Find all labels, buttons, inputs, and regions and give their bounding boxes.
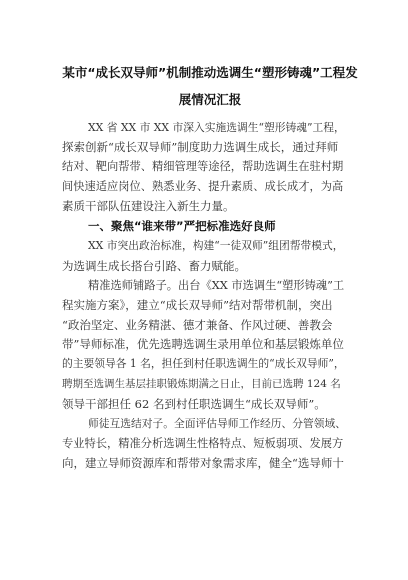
section-1-p2-line-1: 精准选师铺路子。出台《XX 市选调生“塑形铸魂”工 [88, 279, 345, 292]
section-1-p2-line-7: 领导干部担任 62 名到村任职选调生“成长双导师”。 [62, 397, 326, 411]
intro-line-1: XX 省 XX 市 XX 市深入实施选调生“塑形铸魂”工程， [88, 121, 345, 134]
section-1-p3-line-1: 师徒互选结对子。全面评估导师工作经历、分管领域、 [88, 417, 347, 430]
section-1-p2-line-5: 的主要领导各 1 名，担任到村任职选调生的“成长双导师”， [62, 357, 345, 370]
section-1-p2-line-4: 带”导师标准，优先选聘选调生录用单位和基层锻炼单位 [62, 337, 344, 351]
title-line-1: 某市“成长双导师”机制推动选调生“塑形铸魂”工程发 [62, 65, 358, 80]
intro-line-5: 素质干部队伍建设注入新生力量。 [62, 199, 235, 213]
section-1-p2-line-2: 程实施方案》，建立“成长双导师”结对帮带机制，突出 [62, 298, 333, 312]
section-1-p2-line-3: “政治坚定、业务精湛、德才兼备、作风过硬、善教会 [62, 318, 333, 332]
section-1-p1-line-2: 为选调生成长搭台引路、畜力赋能。 [62, 259, 246, 273]
section-1-p2-line-6: 聘期至选调生基层挂职锻炼期满之日止，目前已选聘 124 名 [62, 378, 341, 390]
title-line-2: 展情况汇报 [178, 92, 242, 107]
intro-line-4: 间快速适应岗位、熟悉业务、提升素质、成长成才，为高 [62, 180, 344, 193]
document-title [60, 59, 360, 113]
intro-line-2: 探索创新“成长双导师”制度助力选调生成长，通过拜师 [62, 140, 339, 154]
intro-line-3: 结对、靶向帮带、精细管理等途径，帮助选调生在驻村期 [62, 160, 344, 173]
section-1-p3-line-3: 向，建立导师资源库和帮带对象需求库，健全“选导师十 [62, 456, 344, 470]
section-1-p1-line-1: XX 市突出政治标准，构建“一徒双师”组团帮带模式， [88, 239, 344, 252]
section-1-heading: 一、聚焦“谁来带”严把标准选好良师 [88, 219, 276, 233]
section-1-p3-line-2: 专业特长，精准分析选调生性格特点、短板弱项、发展方 [62, 437, 344, 450]
